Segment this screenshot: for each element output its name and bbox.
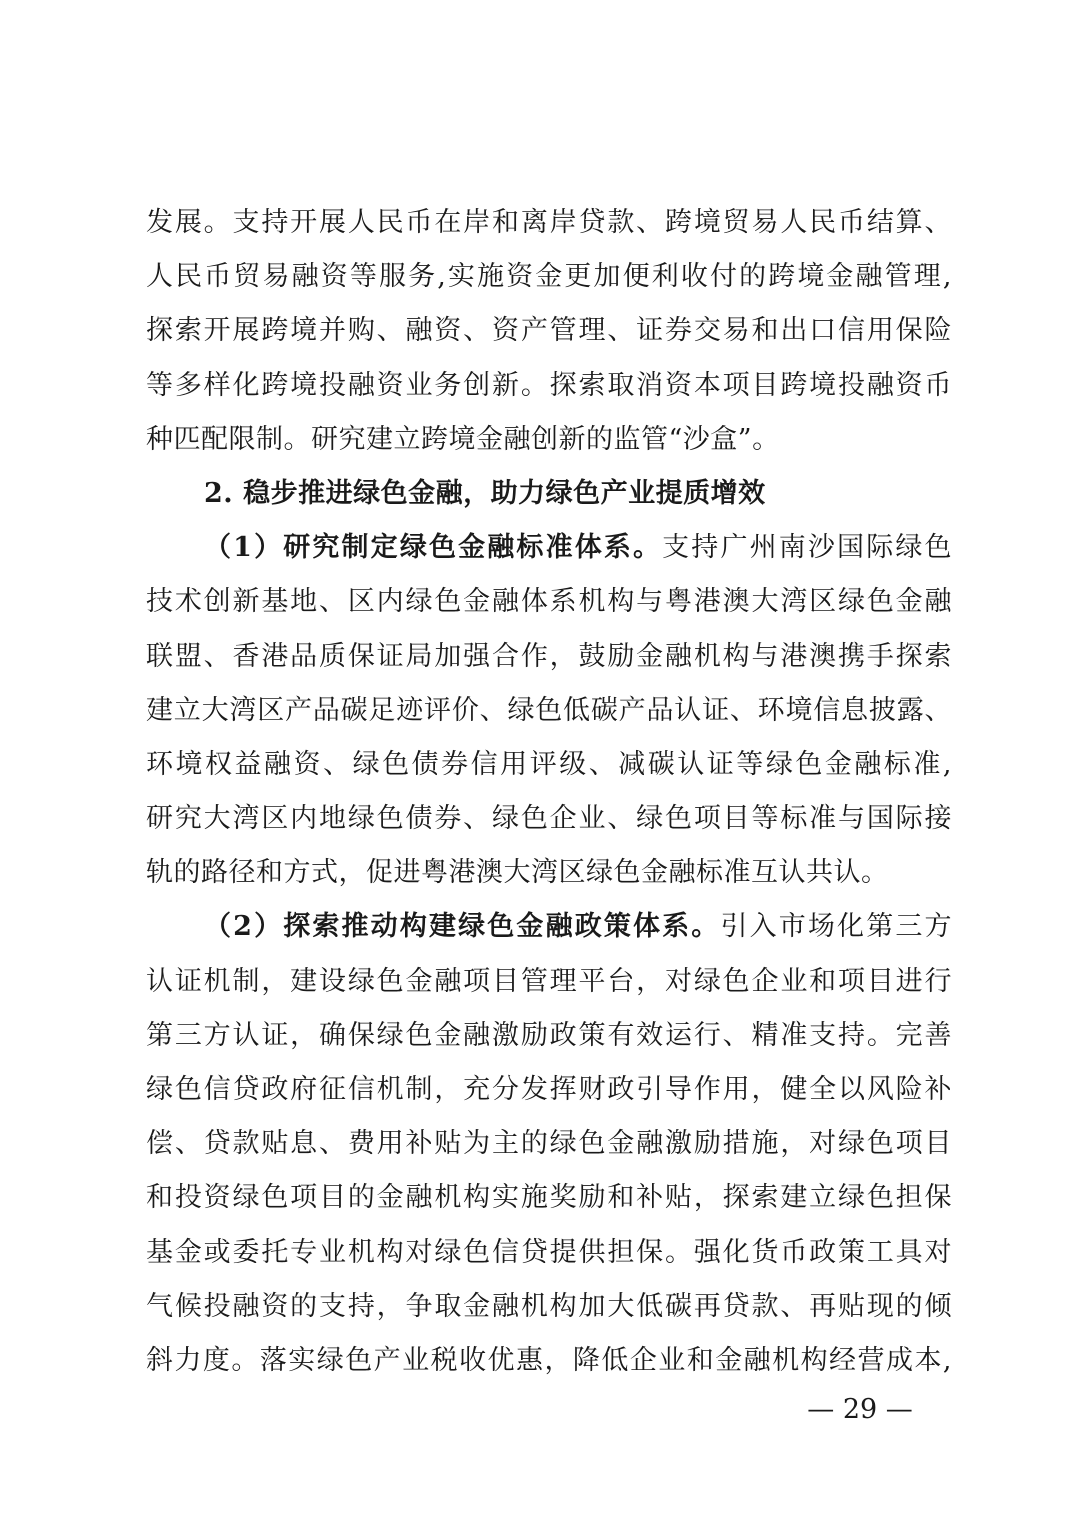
paragraph-line: 发展。支持开展人民币在岸和离岸贷款、跨境贸易人民币结算、: [146, 207, 952, 238]
paragraph-line: 探索开展跨境并购、融资、资产管理、证券交易和出口信用保险: [146, 315, 952, 347]
item1-first-line-text: 支持广州南沙国际绿色: [662, 532, 952, 564]
paragraph-line: 人民币贸易融资等服务,实施资金更加便利收付的跨境金融管理,: [146, 261, 952, 293]
paragraph-line: 基金或委托专业机构对绿色信贷提供担保。强化货币政策工具对: [146, 1236, 952, 1268]
paragraph-line: 等多样化跨境投融资业务创新。探索取消资本项目跨境投融资币: [146, 369, 952, 401]
paragraph-line: 偿、贷款贴息、费用补贴为主的绿色金融激励措施，对绿色项目: [146, 1128, 952, 1160]
paragraph-line: 轨的路径和方式，促进粤港澳大湾区绿色金融标准互认共认。: [146, 857, 889, 889]
page-number: — 29 —: [807, 1394, 913, 1425]
paragraph-line: 建立大湾区产品碳足迹评价、绿色低碳产品认证、环境信息披露、: [146, 694, 952, 726]
paragraph-line: 斜力度。落实绿色产业税收优惠，降低企业和金融机构经营成本,: [146, 1344, 952, 1376]
paragraph-line: 联盟、香港品质保证局加强合作，鼓励金融机构与港澳携手探索: [146, 640, 952, 672]
body-text: [146, 196, 952, 1388]
paragraph-line: 认证机制，建设绿色金融项目管理平台，对绿色企业和项目进行: [146, 965, 952, 997]
paragraph-line: 气候投融资的支持，争取金融机构加大低碳再贷款、再贴现的倾: [146, 1290, 952, 1322]
item2-first-line: [146, 900, 952, 954]
paragraph-line: 第三方认证，确保绿色金融激励政策有效运行、精准支持。完善: [146, 1019, 952, 1051]
paragraph-line: 环境权益融资、绿色债券信用评级、减碳认证等绿色金融标准,: [146, 748, 952, 780]
paragraph-line: 技术创新基地、区内绿色金融体系机构与粤港澳大湾区绿色金融: [146, 586, 952, 618]
section-heading: 2. 稳步推进绿色金融，助力绿色产业提质增效: [204, 477, 766, 509]
item2-title: （2）探索推动构建绿色金融政策体系。: [204, 911, 721, 943]
item1-first-line: [146, 521, 952, 575]
paragraph-line: 绿色信贷政府征信机制，充分发挥财政引导作用，健全以风险补: [146, 1074, 952, 1105]
paragraph-line: 研究大湾区内地绿色债券、绿色企业、绿色项目等标准与国际接: [146, 803, 952, 835]
paragraph-line: 和投资绿色项目的金融机构实施奖励和补贴，探索建立绿色担保: [146, 1182, 952, 1214]
paragraph-line: 种匹配限制。研究建立跨境金融创新的监管“沙盒”。: [146, 423, 780, 455]
item2-first-line-text: 引入市场化第三方: [720, 911, 952, 943]
item1-title: （1）研究制定绿色金融标准体系。: [204, 532, 663, 564]
